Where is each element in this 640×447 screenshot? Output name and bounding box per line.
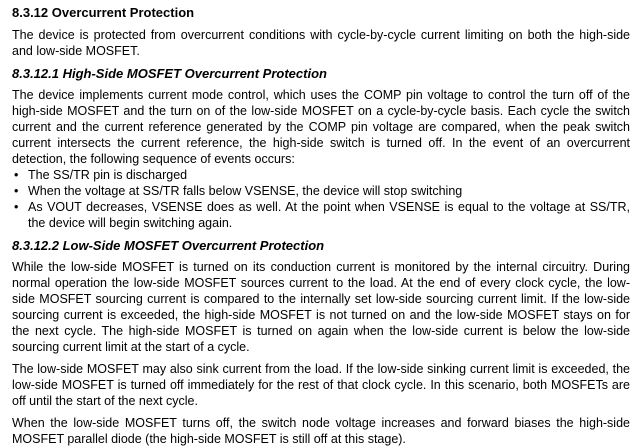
bullet-icon: • — [14, 168, 19, 182]
list-item-text: When the voltage at SS/TR falls below VSENSE, the device will stop switching — [28, 184, 463, 198]
section-intro-paragraph: The device is protected from overcurrent conditions with cycle-by-cycle current limiting on both the high-side and low-side MOSFET. — [12, 28, 630, 58]
list-item — [12, 199, 630, 231]
list-item — [12, 183, 630, 199]
bullet-icon: • — [14, 184, 19, 198]
list-item — [12, 167, 630, 183]
low-side-paragraph: The low-side MOSFET may also sink current from the load. If the low-side sinking current limit is exceeded, the low-side MOSFET is turned off immediately for the rest of that clock cycle. In this scenario, both MOSFETs are off until the start of the next cycle. — [12, 362, 630, 408]
high-side-paragraph: The device implements current mode control, which uses the COMP pin voltage to control the turn off of the high-side MOSFET and the turn on of the low-side MOSFET on a cycle-by-cycle basis. Each cycle the switch current and the current reference generated by the COMP pin voltage are compared, when the peak switch current intersects the current reference, the high-side switch is turned off. In the event of an overcurrent detection, the following sequence of events occurs: — [12, 88, 630, 166]
overcurrent-event-list — [12, 167, 630, 231]
list-item-text: As VOUT decreases, VSENSE does as well. At the point when VSENSE is equal to the voltage at SS/TR, the device will begin switching again. — [28, 200, 630, 230]
section-heading: 8.3.12 Overcurrent Protection — [12, 5, 195, 20]
list-item-text: The SS/TR pin is discharged — [28, 168, 188, 182]
low-side-heading: 8.3.12.2 Low-Side MOSFET Overcurrent Protection — [12, 238, 325, 253]
high-side-heading: 8.3.12.1 High-Side MOSFET Overcurrent Protection — [12, 66, 327, 81]
low-side-paragraph: While the low-side MOSFET is turned on its conduction current is monitored by the internal circuitry. During normal operation the low-side MOSFET sources current to the load. At the end of every clock cycle, the low-side MOSFET sourcing current is compared to the internally set low-side sourcing current limit. If the low-side sourcing current is exceeded, the high-side MOSFET is not turned on and the low-side MOSFET stays on for the next cycle. The high-side MOSFET is turned on again when the low-side current is below the low-side sourcing current limit at the start of a cycle. — [12, 260, 630, 354]
low-side-paragraph: When the low-side MOSFET turns off, the switch node voltage increases and forward biases the high-side MOSFET parallel diode (the high-side MOSFET is still off at this stage). — [12, 416, 630, 446]
bullet-icon: • — [14, 200, 19, 214]
